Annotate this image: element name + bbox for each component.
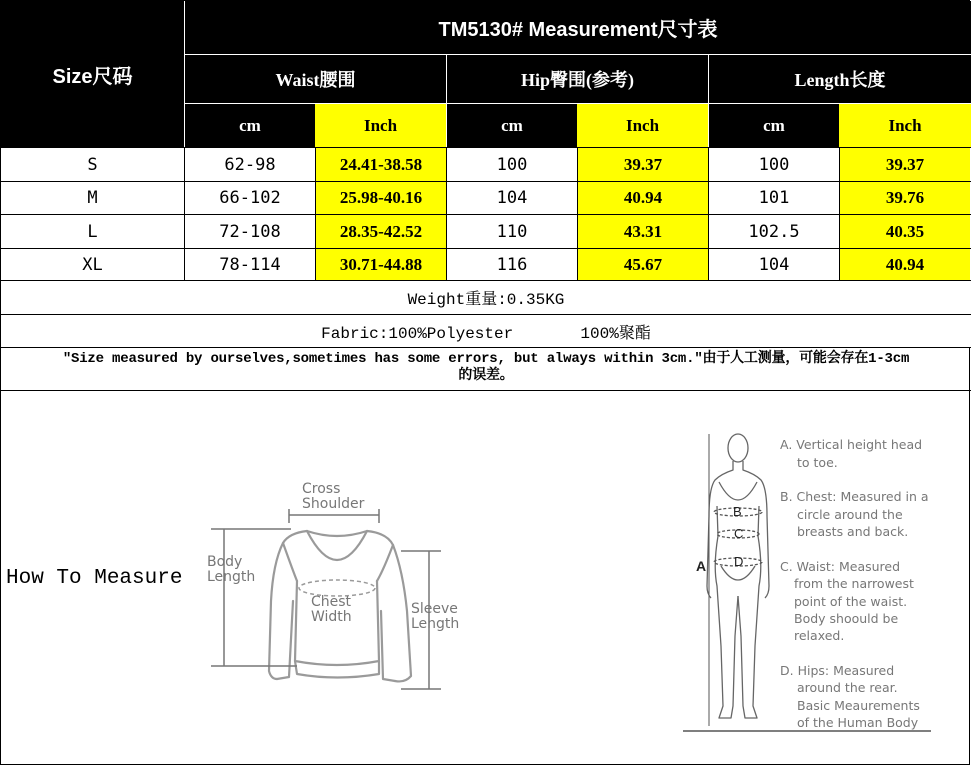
waist-cm-cell: 66-102 — [185, 182, 315, 214]
hip-inch-cell: 45.67 — [578, 249, 708, 280]
unit-waist-inch: Inch — [315, 103, 446, 147]
measurement-note — [1, 348, 971, 390]
col-divider — [708, 147, 709, 280]
col-divider — [577, 147, 578, 280]
row-divider — [1, 248, 971, 249]
body-note-line: circle around the — [797, 507, 903, 522]
body-note-line: B. Chest: Measured in a — [780, 489, 929, 504]
left-armhole — [283, 543, 297, 581]
length-inch-cell: 39.37 — [840, 148, 970, 181]
body-note-line: to toe. — [797, 455, 838, 470]
body-measurement-diagram — [681, 426, 961, 741]
hip-inch-cell: 39.37 — [578, 148, 708, 181]
waist-inch-cell: 25.98-40.16 — [316, 182, 446, 214]
body-note-line: of the Human Body — [797, 715, 919, 730]
hip-cm-cell: 116 — [447, 249, 577, 280]
length-inch-cell: 39.76 — [840, 182, 970, 214]
length-inch-cell: 40.35 — [840, 215, 970, 248]
left-sleeve-outer — [269, 531, 307, 679]
length-inch-cell: 40.94 — [840, 249, 970, 280]
body-note-line: D. Hips: Measured — [780, 663, 895, 678]
unit-hip-cm: cm — [446, 103, 577, 147]
body-length-label: Length — [207, 569, 256, 585]
how-to-measure-label: How To Measure — [6, 567, 183, 590]
cross-shoulder-label: Shoulder — [302, 496, 365, 512]
col-divider — [446, 147, 447, 280]
size-cell: XL — [1, 249, 184, 280]
length-cm-cell: 102.5 — [709, 215, 839, 248]
hip-inch-cell: 43.31 — [578, 215, 708, 248]
row-divider — [1, 181, 971, 182]
size-header: Size尺码 — [1, 1, 184, 147]
hip-inch-cell: 40.94 — [578, 182, 708, 214]
head-outline — [728, 434, 748, 462]
sleeve-length-label: Sleeve — [411, 601, 458, 617]
body-note-line: A. Vertical height head — [780, 437, 923, 452]
waist-cm-cell: 72-108 — [185, 215, 315, 248]
body-length-label: Body — [207, 554, 243, 570]
right-body-outline — [743, 461, 769, 598]
row-divider — [1, 390, 971, 391]
left-sleeve-inner — [277, 601, 293, 679]
body-note-line: Body shoould be — [794, 611, 899, 626]
swimsuit-top — [719, 482, 757, 500]
size-cell: S — [1, 148, 184, 181]
unit-waist-cm: cm — [184, 103, 315, 147]
col-divider — [839, 147, 840, 280]
waist-inch-cell: 30.71-44.88 — [316, 249, 446, 280]
chest-width-label: Width — [311, 609, 352, 625]
chest-width-label: Chest — [311, 594, 352, 610]
body-note-line: breasts and back. — [797, 524, 909, 539]
body-note-line: around the rear. — [797, 680, 898, 695]
neckline-back — [307, 531, 367, 536]
marker-b: B — [733, 504, 742, 519]
unit-hip-inch: Inch — [577, 103, 708, 147]
waist-cm-cell: 62-98 — [185, 148, 315, 181]
weight-row: Weight重量:0.35KG — [1, 281, 971, 314]
cross-shoulder-label: Cross — [302, 481, 341, 497]
right-armhole — [377, 545, 393, 581]
size-cell: L — [1, 215, 184, 248]
waist-inch-cell: 24.41-38.58 — [316, 148, 446, 181]
body-note-line: Basic Meaurements — [797, 698, 920, 713]
group-length: Length长度 — [708, 54, 971, 103]
waist-cm-cell: 78-114 — [185, 249, 315, 280]
sleeve-length-label: Length — [411, 616, 460, 632]
unit-length-inch: Inch — [839, 103, 971, 147]
unit-length-cm: cm — [708, 103, 839, 147]
size-cell: M — [1, 182, 184, 214]
waist-inch-cell: 28.35-42.52 — [316, 215, 446, 248]
marker-c: C — [734, 526, 744, 541]
body-note-line: point of the waist. — [794, 594, 908, 609]
measurement-note-line2: 的误差。 — [458, 368, 514, 384]
group-waist: Waist腰围 — [184, 54, 446, 103]
body-note-line: from the narrowest — [794, 576, 914, 591]
hip-cm-cell: 110 — [447, 215, 577, 248]
group-hip: Hip臀围(参考) — [446, 54, 708, 103]
col-divider — [315, 147, 316, 280]
measurement-note-line1: "Size measured by ourselves,sometimes has some errors, but always within 3cm."由于人工测量，可能会存在1-3cm — [62, 351, 910, 367]
row-divider — [1, 214, 971, 215]
row-divider — [1, 147, 971, 148]
length-cm-cell: 100 — [709, 148, 839, 181]
hip-cm-cell: 104 — [447, 182, 577, 214]
chart-title — [184, 1, 971, 54]
marker-d: D — [734, 554, 744, 569]
marker-a: A — [696, 558, 707, 574]
chart-title-text: TM5130# Measurement尺寸表 — [438, 19, 718, 41]
hip-cm-cell: 100 — [447, 148, 577, 181]
fabric-row: Fabric:100%Polyester 100%聚酯 — [1, 315, 971, 347]
col-divider — [184, 147, 185, 280]
body-note-line: C. Waist: Measured — [780, 559, 901, 574]
left-body-outline — [707, 461, 733, 598]
right-sleeve-inner — [381, 611, 395, 681]
length-cm-cell: 104 — [709, 249, 839, 280]
body-note-line: relaxed. — [794, 628, 845, 643]
length-cm-cell: 101 — [709, 182, 839, 214]
garment-diagram — [197, 471, 477, 701]
